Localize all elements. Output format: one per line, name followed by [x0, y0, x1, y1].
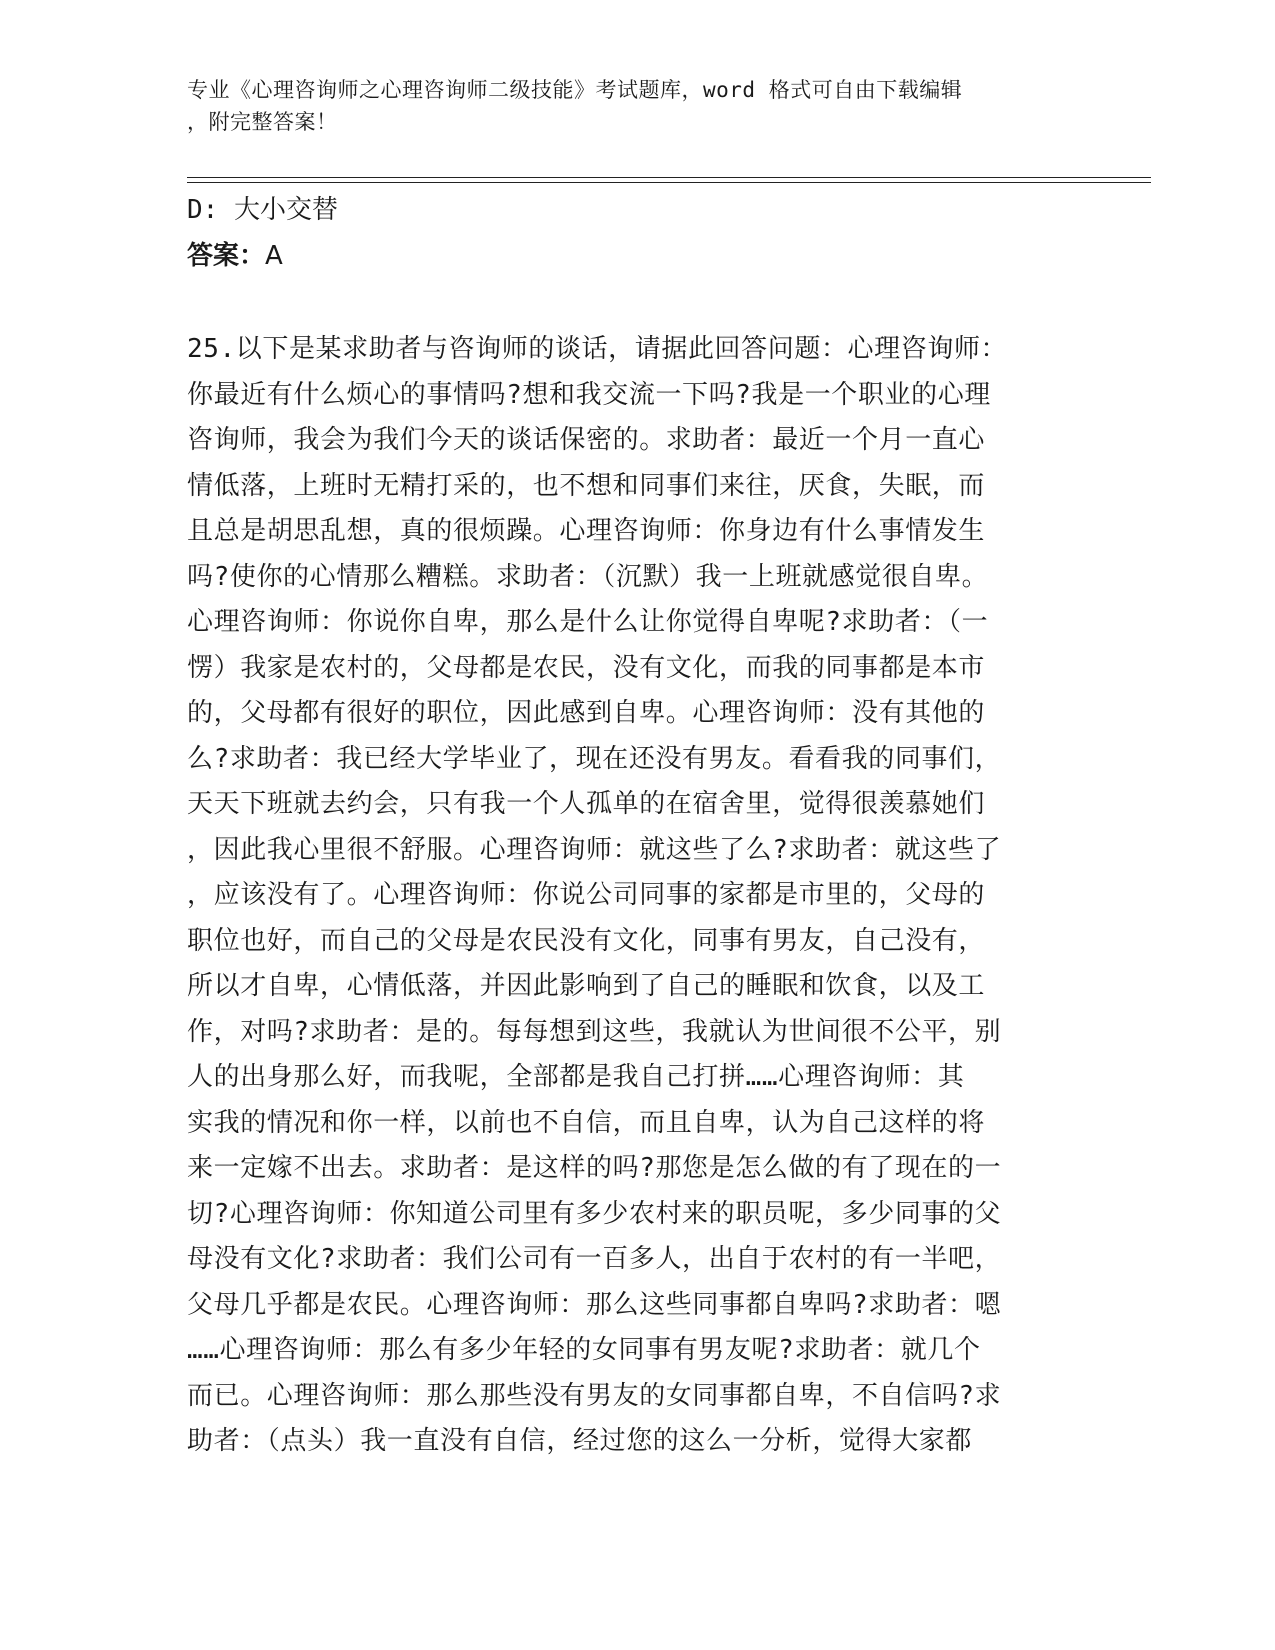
question-line: 而已。心理咨询师：那么那些没有男友的女同事都自卑，不自信吗?求: [187, 1380, 1002, 1411]
question-line: 情低落，上班时无精打采的，也不想和同事们来往，厌食，失眠，而: [187, 470, 986, 501]
question-line: 实我的情况和你一样，以前也不自信，而且自卑，认为自己这样的将: [187, 1107, 986, 1138]
page-header: [187, 74, 1067, 138]
question-line: 天天下班就去约会，只有我一个人孤单的在宿舍里，觉得很羡慕她们: [187, 789, 986, 819]
question-line: ，因此我心里很不舒服。心理咨询师：就这些了么?求助者：就这些了: [187, 834, 1002, 865]
question-line: 职位也好，而自己的父母是农民没有文化，同事有男友，自己没有，: [187, 925, 986, 956]
question-line: 你最近有什么烦心的事情吗?想和我交流一下吗?我是一个职业的心理: [187, 379, 991, 410]
question-25: [187, 327, 1067, 1465]
answer-label: 答案：: [187, 241, 266, 271]
question-line: ……心理咨询师：那么有多少年轻的女同事有男友呢?求助者：就几个: [187, 1335, 981, 1365]
option-d: D: 大小交替: [187, 195, 338, 225]
question-line: ，应该没有了。心理咨询师：你说公司同事的家都是市里的，父母的: [187, 880, 986, 910]
question-line: 吗?使你的心情那么糟糕。求助者：（沉默）我一上班就感觉很自卑。: [187, 561, 989, 592]
question-line: 作，对吗?求助者：是的。每每想到这些，我就认为世间很不公平，别: [187, 1016, 1002, 1047]
question-line: 的，父母都有很好的职位，因此感到自卑。心理咨询师：没有其他的: [187, 698, 986, 728]
header-line-2: ，附完整答案！: [187, 110, 338, 134]
question-line: 人的出身那么好，而我呢，全部都是我自己打拼……心理咨询师：其: [187, 1062, 965, 1092]
question-line: 25.以下是某求助者与咨询师的谈话，请据此回答问题：心理咨询师：: [187, 334, 1008, 364]
question-line: 切?心理咨询师：你知道公司里有多少农村来的职员呢，多少同事的父: [187, 1198, 1002, 1229]
question-line: 么?求助者：我已经大学毕业了，现在还没有男友。看看我的同事们，: [187, 743, 1002, 774]
answer-value: A: [265, 241, 283, 271]
question-line: 来一定嫁不出去。求助者：是这样的吗?那您是怎么做的有了现在的一: [187, 1153, 1002, 1183]
question-line: 且总是胡思乱想，真的很烦躁。心理咨询师：你身边有什么事情发生: [187, 516, 986, 546]
question-line: 所以才自卑，心情低落，并因此影响到了自己的睡眠和饮食，以及工: [187, 971, 986, 1001]
question-line: 愣）我家是农村的，父母都是农民，没有文化，而我的同事都是本市: [187, 652, 986, 683]
question-line: 咨询师，我会为我们今天的谈话保密的。求助者：最近一个月一直心: [187, 425, 986, 455]
answer-line: [187, 236, 283, 276]
question-line: 母没有文化?求助者：我们公司有一百多人，出自于农村的有一半吧，: [187, 1244, 1002, 1274]
question-line: 父母几乎都是农民。心理咨询师：那么这些同事都自卑吗?求助者：嗯: [187, 1289, 1002, 1320]
header-divider-bottom: [187, 182, 1151, 183]
question-line: 心理咨询师：你说你自卑，那么是什么让你觉得自卑呢?求助者：（一: [187, 607, 989, 637]
question-line: 助者：（点头）我一直没有自信，经过您的这么一分析，觉得大家都: [187, 1426, 973, 1456]
header-line-1: 专业《心理咨询师之心理咨询师二级技能》考试题库，word 格式可自由下载编辑: [187, 78, 963, 102]
header-divider-top: [187, 177, 1151, 178]
